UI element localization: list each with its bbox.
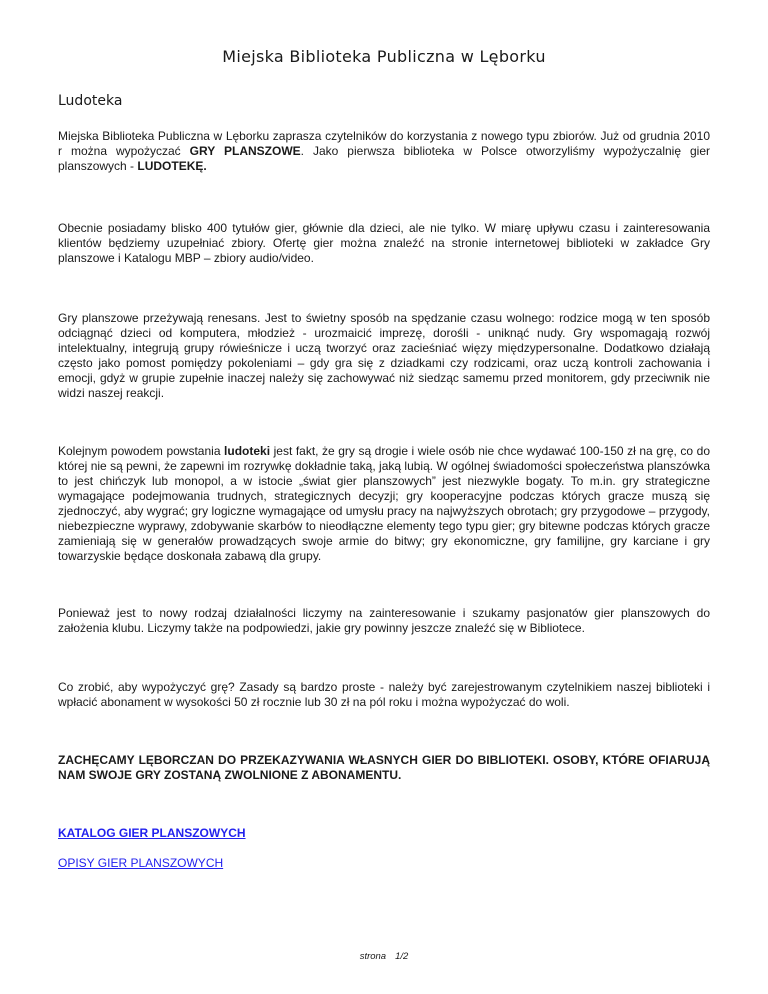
paragraph-renaissance: Gry planszowe przeżywają renesans. Jest to świetny sposób na spędzanie czasu wolnego: rodzice mogą w ten sposób odciągnąć dzieci od komputera, młodzież - urozmaicić imprezę, dorośli - uniknąć nudy. Gry wspomagają rozwój intelektualny, integrują grupy rówieśnicze i uczą tworzyć oraz zacieśniać więzy międzypersonalne. Dodatkowo działają często jako pomost pomiędzy pokoleniami – gdy gra się z dziadkami czy rodzicami, oraz uczą kontroli zachowania i emocji, gdyż w grupie zupełnie inaczej należy się zachowywać niż siedząc samemu przed monitorem, gdy przeciwnik nie widzi naszej reakcji. xyxy=(58,311,710,400)
section-heading-ludoteka: Ludoteka xyxy=(58,93,123,109)
page-number: 1/2 xyxy=(395,951,409,962)
link-katalog-gier-planszowych[interactable]: KATALOG GIER PLANSZOWYCH xyxy=(58,826,246,840)
paragraph-ludoteka-reason-run1: Kolejnym powodem powstania xyxy=(58,444,225,458)
paragraph-rules: Co zrobić, aby wypożyczyć grę? Zasady są bardzo proste - należy być zarejestrowanym czytelnikiem naszej biblioteki i wpłacić abonament w wysokości 50 zł rocznie lub 30 zł na pól roku i można wypożyczać do woli. xyxy=(58,680,710,709)
page-footer-label: strona xyxy=(359,951,387,962)
paragraph-intro-run3: . Jako pierwsza biblioteka w Polsce otworzyliśmy wypożyczalnię gier planszowych - xyxy=(58,144,711,173)
paragraph-ludoteka-reason-bold-ludoteki: ludoteki xyxy=(224,444,271,458)
paragraph-ludoteka-reason xyxy=(58,444,710,564)
paragraph-collection: Obecnie posiadamy blisko 400 tytułów gier, głównie dla dzieci, ale nie tylko. W miarę upływu czasu i zainteresowania klientów będziemy uzupełniać zbiory. Ofertę gier można znaleźć na stronie internetowej biblioteki w zakładce Gry planszowe i Katalogu MBP – zbiory audio/video. xyxy=(58,221,710,265)
link-opisy-gier-planszowych[interactable]: OPISY GIER PLANSZOWYCH xyxy=(58,856,224,870)
paragraph-intro-bold-ludoteke: LUDOTEKĘ. xyxy=(137,159,207,173)
paragraph-ludoteka-reason-run3: jest fakt, że gry są drogie i wiele osób nie chce wydawać 100-150 zł na grę, co do której nie są pewni, że zapewni im rozrywkę dokładnie taką, jaką lubią. W ogólnej świadomości społeczeństwa planszówka to jest chińczyk lub monopol, a w istocie „świat gier planszowych” jest niezwykle bogaty. To m.in. gry strategiczne wymagające podejmowania trudnych, strategicznych decyzji; gry kooperacyjne podczas których gracze muszą się zjednoczyć, aby wygrać; gry logiczne wymagające od umysłu pracy na najwyższych obrotach; gry przygodowe – przygody, niebezpieczne wyprawy, zdobywanie skarbów to nieodłączne elementy tego typu gier; gry bitewne podczas których gracze zamieniają się w generałów prowadzących swoje armie do bitwy; gry ekonomiczne, gry familijne, gry karciane i gry towarzyskie będące doskonała zabawą dla grupy. xyxy=(58,444,710,563)
paragraph-intro-run1: Miejska Biblioteka Publiczna w Lęborku zaprasza czytelników do korzystania z nowego typu zbiorów. Już od grudnia 2010 r można wypożyczać xyxy=(58,129,710,158)
paragraph-intro xyxy=(58,129,710,174)
paragraph-donation-notice: ZACHĘCAMY LĘBORCZAN DO PRZEKAZYWANIA WŁASNYCH GIER DO BIBLIOTEKI. OSOBY, KTÓRE OFIARUJĄ NAM SWOJE GRY ZOSTANĄ ZWOLNIONE Z ABONAMENTU. xyxy=(58,753,710,782)
page-title: Miejska Biblioteka Publiczna w Lęborku xyxy=(222,47,546,66)
paragraph-intro-bold-gry-planszowe: GRY PLANSZOWE xyxy=(189,144,301,158)
paragraph-club: Ponieważ jest to nowy rodzaj działalności liczymy na zainteresowanie i szukamy pasjonatów gier planszowych do założenia klubu. Liczymy także na podpowiedzi, jakie gry powinny jeszcze znaleźć się w Bibliotece. xyxy=(58,606,710,635)
page-footer xyxy=(0,951,768,963)
